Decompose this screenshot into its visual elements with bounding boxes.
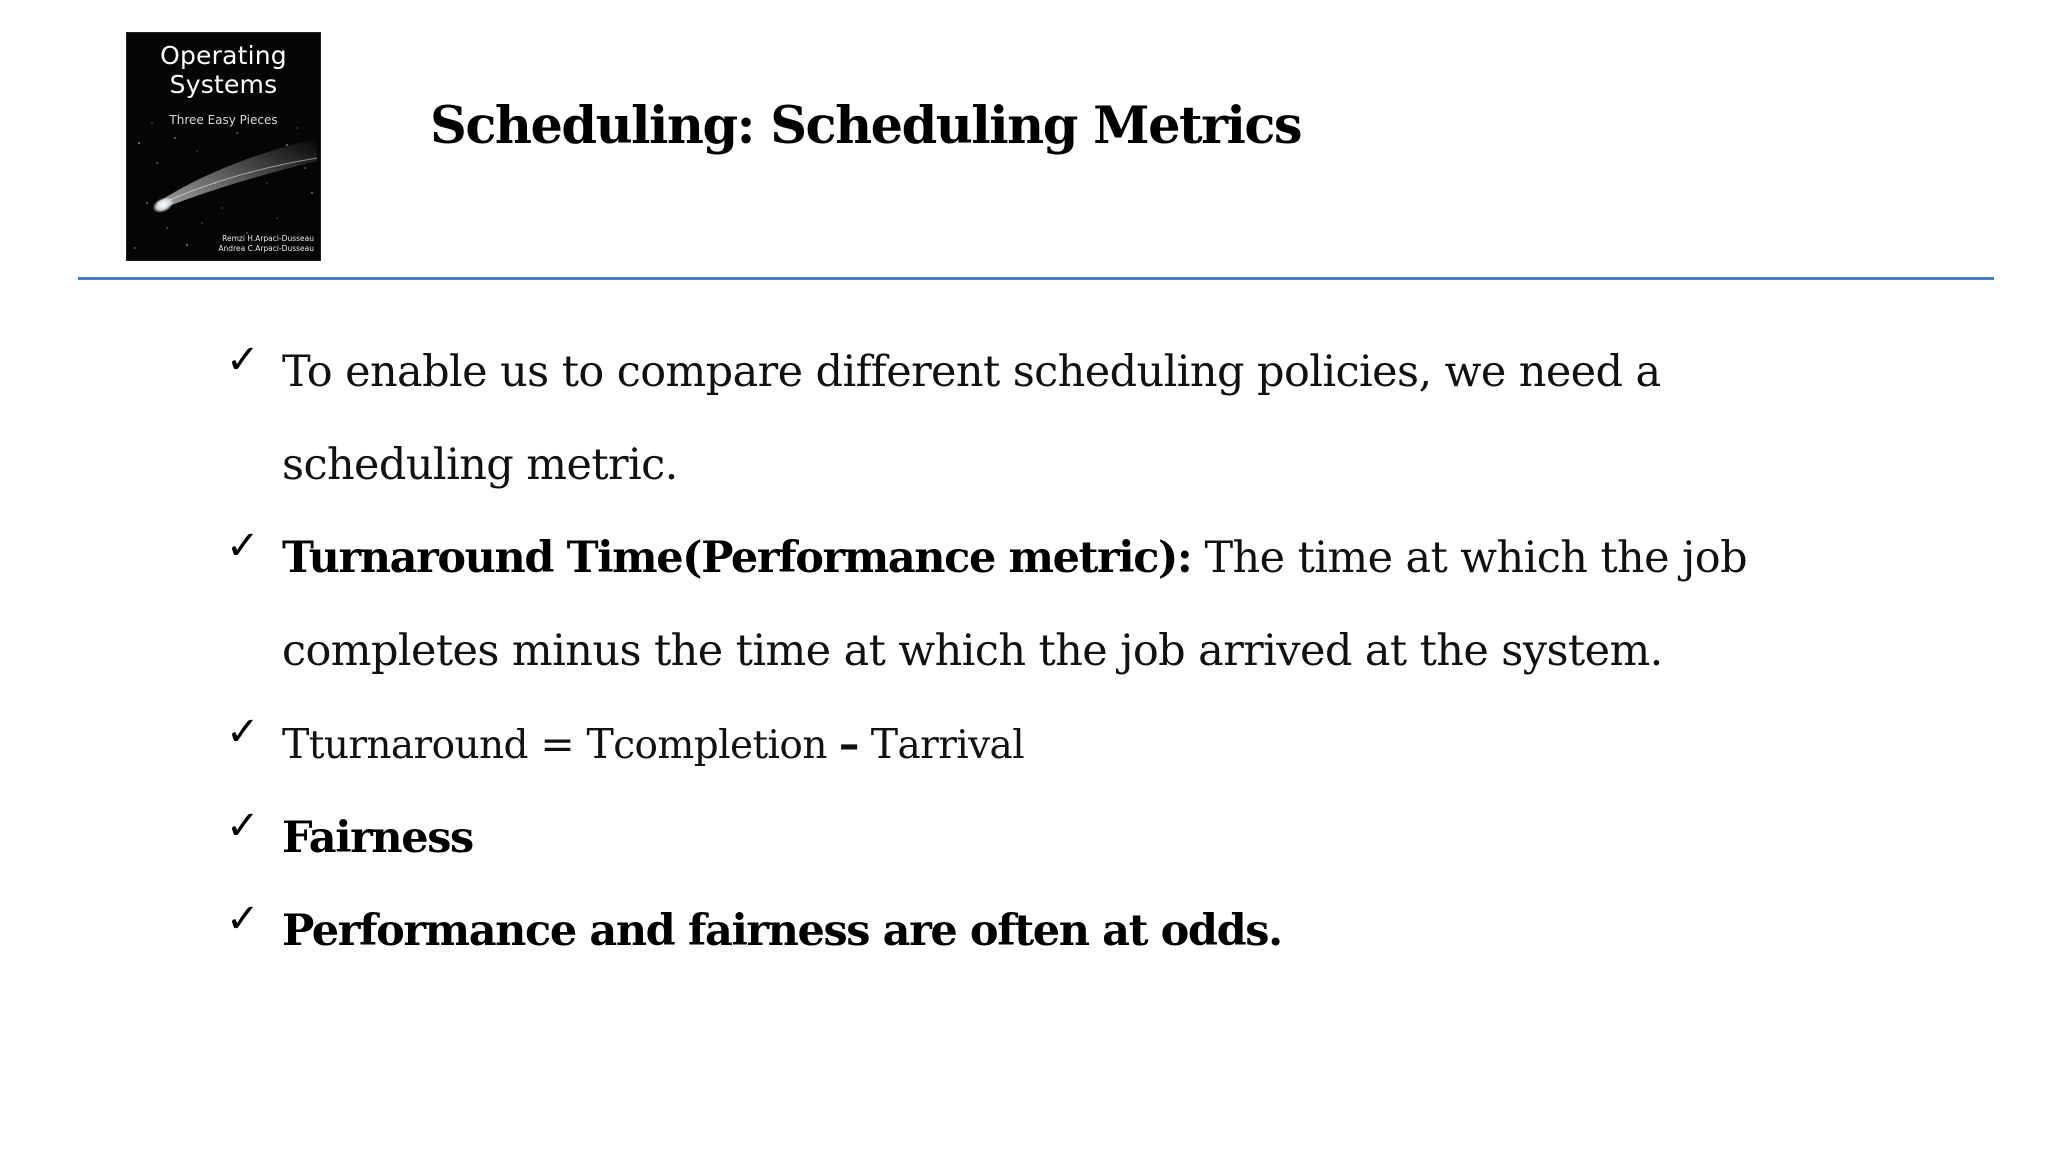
book-cover-image	[126, 32, 321, 261]
checkmark-icon: ✓	[226, 709, 259, 755]
bullet-bold-text: Fairness	[282, 813, 473, 863]
bullet-item	[226, 326, 1786, 512]
bullet-item	[226, 792, 1786, 885]
title-divider	[78, 277, 1994, 280]
cover-author-2: Andrea C.Arpaci-Dusseau	[218, 244, 314, 253]
formula-equals: =	[527, 720, 587, 768]
checkmark-icon: ✓	[226, 523, 259, 569]
bullet-item	[226, 885, 1786, 978]
slide-title: Scheduling: Scheduling Metrics	[430, 96, 1302, 156]
cover-title-line2: Systems	[169, 70, 278, 99]
cover-author-1: Remzi H.Arpaci-Dusseau	[222, 234, 314, 243]
checkmark-icon: ✓	[226, 337, 259, 383]
formula-term-completion: Tcompletion	[586, 720, 827, 768]
formula-term-turnaround: Tturnaround	[282, 720, 528, 768]
formula-term-arrival: Tarrival	[870, 720, 1025, 768]
bullet-bold-text: Performance and fairness are often at odds.	[282, 906, 1282, 956]
bullet-list	[226, 326, 1786, 978]
cover-title-line1: Operating	[160, 41, 287, 70]
checkmark-icon: ✓	[226, 896, 259, 942]
bullet-item	[226, 512, 1786, 698]
cover-title	[127, 41, 320, 99]
bullet-text: The time at which the job completes minus the time at which the job arrived at the system.	[282, 533, 1748, 676]
bullet-item-formula	[226, 698, 1786, 792]
formula-minus: –	[838, 720, 859, 768]
checkmark-icon: ✓	[226, 803, 259, 849]
cover-authors	[218, 234, 314, 254]
bullet-bold-term: Turnaround Time(Performance metric):	[282, 533, 1192, 583]
bullet-text: To enable us to compare different scheduling policies, we need a scheduling metric.	[282, 347, 1661, 490]
cover-subtitle: Three Easy Pieces	[169, 113, 278, 127]
